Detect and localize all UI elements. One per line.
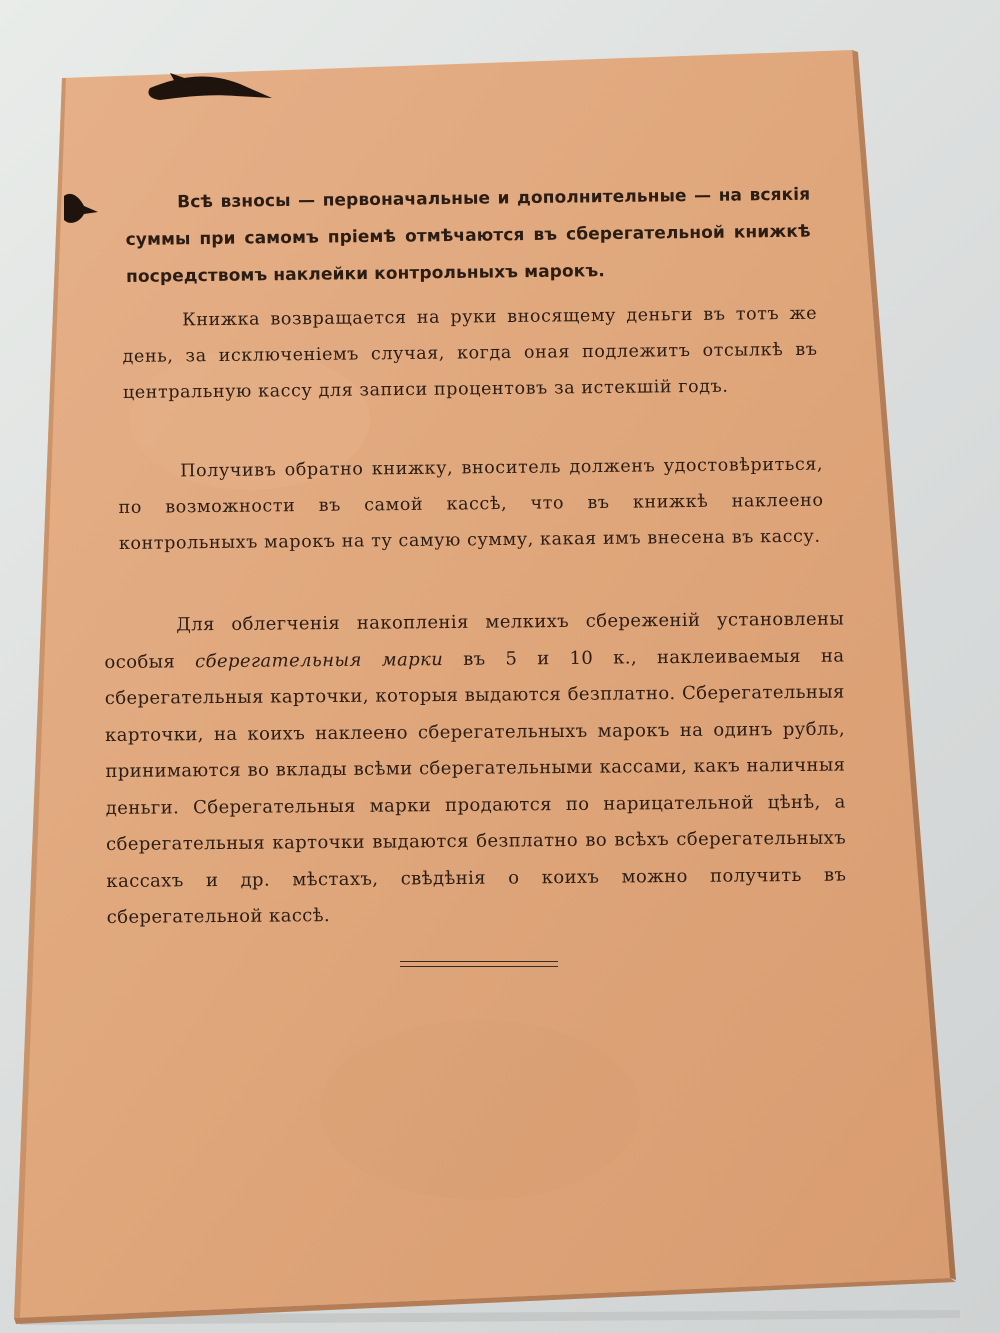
paragraph-savings-stamps-part-1: Для облегченія накопленія мелкихъ сбереженій установлены особыя: [104, 608, 845, 673]
paragraph-savings-stamps: [104, 602, 847, 937]
paragraph-book-return: Книжка возвращается на руки вносящему деньги въ тотъ же день, за исключеніемъ случая, когда оная подлежитъ отсылкѣ въ центральную кассу для записи процентовъ за истекшій годъ.: [122, 303, 818, 403]
paragraph-verification: Получивъ обратно книжку, вноситель долженъ удостовѣриться, по возможности въ самой кассѣ, что въ книжкѣ наклеено контрольныхъ марокъ на ту самую сумму, какая имъ внесена въ кассу.: [118, 454, 824, 554]
closing-rule-top: [400, 961, 558, 962]
paragraph-savings-stamps-italic: сберегательныя марки: [194, 648, 444, 672]
paragraph-stamps: Всѣ взносы — первоначальные и дополнительные — на всякія суммы при самомъ пріемѣ отмѣчаются въ сберегательной книжкѣ посредствомъ наклейки контрольныхъ марокъ.: [125, 184, 811, 287]
paper-stain: [320, 1020, 640, 1200]
closing-rule-bottom: [400, 966, 558, 967]
paragraph-savings-stamps-part-2: въ 5 и 10 к., наклеиваемыя на сберегательныя карточки, которыя выдаются безплатно. Сберегательныя карточки, на коихъ наклеено сберегательныхъ марокъ на одинъ рубль, принимаются во вклады всѣми сберегательными кассами, какъ наличныя деньги. Сберегательныя марки продаются по нарицательной цѣнѣ, а сберегательныя карточки выдаются безплатно во всѣхъ сберегательныхъ кассахъ и др. мѣстахъ, свѣдѣнія о коихъ можно получить въ сберегательной кассѣ.: [104, 645, 847, 928]
